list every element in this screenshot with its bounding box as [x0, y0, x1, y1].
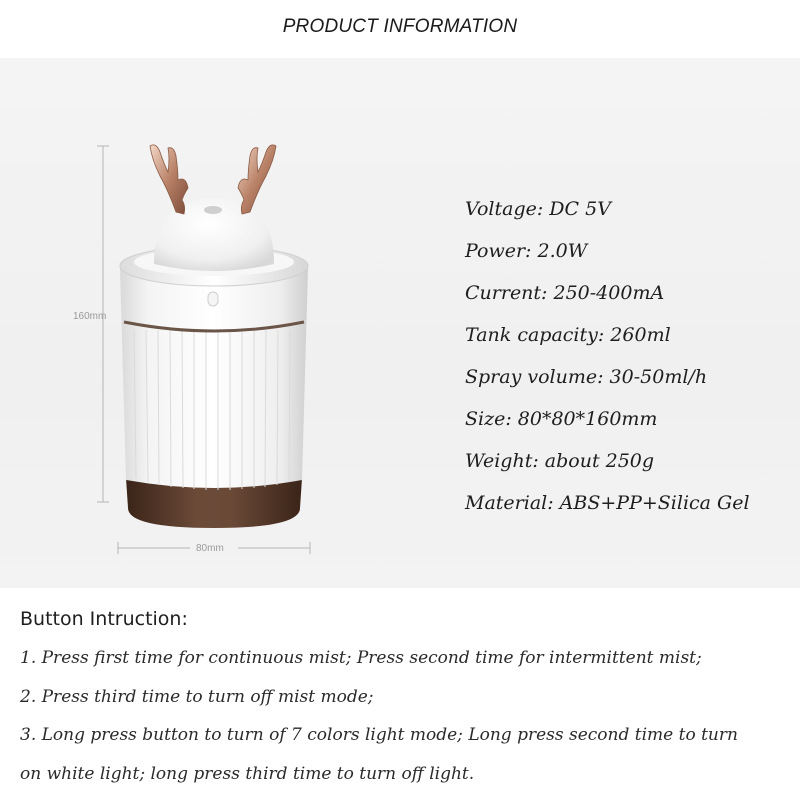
page-title: PRODUCT INFORMATION — [282, 16, 518, 37]
instruction-line: 1. Press first time for continuous mist; Press second time for intermittent mist; — [20, 648, 702, 668]
spec-power: Power: 2.0W — [465, 240, 588, 262]
spec-size: Size: 80*80*160mm — [465, 408, 658, 430]
spec-current: Current: 250-400mA — [465, 282, 665, 304]
spec-list — [465, 195, 795, 531]
width-dimension-label: 80mm — [196, 543, 224, 554]
spec-voltage: Voltage: DC 5V — [465, 198, 611, 220]
instruction-line: on white light; long press third time to turn off light. — [20, 763, 475, 784]
height-dimension-line — [97, 146, 109, 502]
spec-material: Material: ABS+PP+Silica Gel — [465, 492, 750, 514]
spec-spray-volume: Spray volume: 30-50ml/h — [465, 366, 708, 388]
power-button-icon — [208, 292, 218, 306]
spec-tank-capacity: Tank capacity: 260ml — [465, 324, 671, 346]
instruction-line: 3. Long press button to turn of 7 colors light mode; Long press second time to turn — [20, 725, 738, 745]
button-instructions — [20, 605, 790, 799]
instructions-heading: Button Intruction: — [20, 608, 188, 630]
spec-weight: Weight: about 250g — [465, 450, 655, 472]
instruction-line: 2. Press third time to turn off mist mode; — [20, 686, 374, 707]
height-dimension-label: 160mm — [73, 311, 107, 322]
